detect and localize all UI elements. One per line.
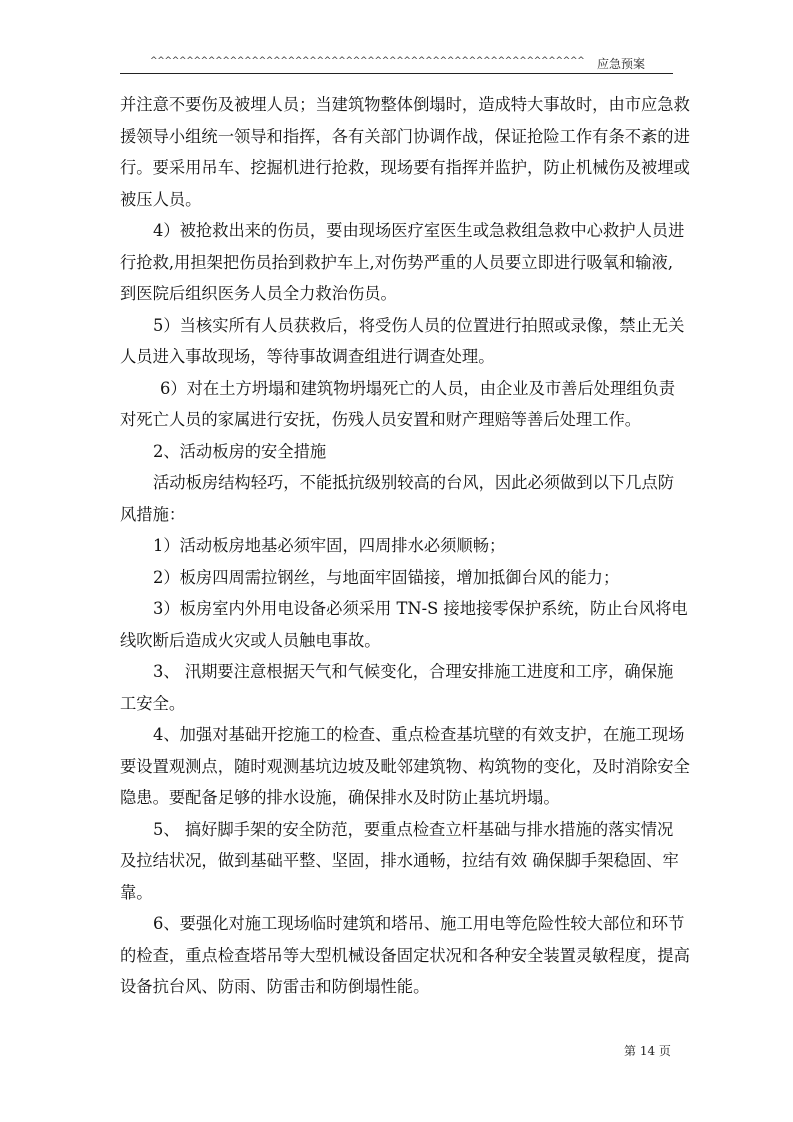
paragraph [120, 471, 673, 534]
text-line: 援领导小组统一领导和指挥，各有关部门协调作战，保证抢险工作有条不紊的进 [120, 126, 690, 146]
text-line: 并注意不要伤及被埋人员；当建筑物整体倒塌时，造成特大事故时，由市应急救 [120, 95, 690, 114]
text-line: 3）板房室内外用电设备必须采用 TN-S 接地接零保护系统，防止台风将电 [153, 599, 688, 618]
paragraph [120, 660, 673, 723]
text-line: 到医院后组织医务人员全力救治伤员。 [120, 284, 397, 303]
text-line: 对死亡人员的家属进行安抚，伤残人员安置和财产理赔等善后处理工作。 [120, 410, 642, 429]
text-line: 的检查，重点检查塔吊等大型机械设备固定状况和各种安全装置灵敏程度，提高 [120, 945, 690, 965]
text-line: 1）活动板房地基必须牢固，四周排水必须顺畅； [153, 536, 506, 555]
text-line: 5）当核实所有人员获救后，将受伤人员的位置进行拍照或录像，禁止无关 [153, 315, 685, 335]
text-line: 行。要采用吊车、挖掘机进行抢救，现场要有指挥并监护，防止机械伤及被埋或 [120, 158, 690, 177]
paragraph [120, 912, 690, 1007]
paragraph [120, 93, 690, 219]
text-line: 行抢救,用担架把伤员抬到救护车上,对伤势严重的人员要立即进行吸氧和输液, [120, 252, 673, 272]
paragraph [120, 723, 690, 818]
text-line: 设备抗台风、防雨、防雷击和防倒塌性能。 [120, 977, 430, 996]
paragraph [120, 597, 688, 660]
paragraph [120, 440, 673, 472]
text-line: 4）被抢救出来的伤员，要由现场医疗室医生或急救组急救中心救护人员进 [153, 221, 685, 240]
header-rule [120, 73, 673, 74]
text-line: 活动板房结构轻巧，不能抵抗级别较高的台风，因此必须做到以下几点防 [153, 473, 675, 492]
text-line: 要设置观测点，随时观测基坑边坡及毗邻建筑物、构筑物的变化，及时消除安全 [120, 756, 690, 776]
text-line: 4、加强对基础开挖施工的检查、重点检查基坑壁的有效支护，在施工现场 [153, 725, 685, 744]
text-line: 2、活动板房的安全措施 [153, 441, 327, 461]
text-line: 及拉结状况，做到基础平整、坚固，排水通畅，拉结有效 确保脚手架稳固、牢 [120, 851, 679, 870]
text-line: 被压人员。 [120, 189, 202, 209]
paragraph [120, 377, 676, 440]
paragraph [120, 314, 685, 377]
document-body [120, 93, 690, 1007]
text-line: 3、 汛期要注意根据天气和气候变化，合理安排施工进度和工序，确保施 [153, 662, 674, 681]
text-line: 6）对在土方坍塌和建筑物坍塌死亡的人员，由企业及市善后处理组负责 [160, 378, 676, 398]
text-line: 人员进入事故现场，等待事故调查组进行调查处理。 [120, 347, 495, 366]
text-line: 工安全。 [120, 693, 186, 713]
text-line: 隐患。要配备足够的排水设施，确保排水及时防止基坑坍塌。 [120, 788, 560, 807]
paragraph [120, 534, 673, 566]
text-line: 5、 搞好脚手架的安全防范，要重点检查立杆基础与排水措施的落实情况 [153, 819, 674, 839]
text-line: 2）板房四周需拉钢丝，与地面牢固锚接，增加抵御台风的能力； [153, 567, 620, 587]
paragraph [120, 566, 673, 598]
text-line: 线吹断后造成火灾或人员触电事故。 [120, 630, 381, 650]
header-decoration: ^^^^^^^^^^^^^^^^^^^^^^^^^^^^^^^^^^^^^^^^^^^^^^^^^^^^^^^^^^^^ [150, 56, 585, 66]
page-number: 第 14 页 [624, 1044, 671, 1058]
text-line: 靠。 [120, 882, 153, 902]
paragraph [120, 818, 679, 913]
header-title: 应急预案 [597, 57, 646, 71]
text-line: 6、要强化对施工现场临时建筑和塔吊、施工用电等危险性较大部位和环节 [153, 914, 685, 933]
text-line: 风措施： [120, 504, 186, 524]
paragraph [120, 219, 685, 314]
